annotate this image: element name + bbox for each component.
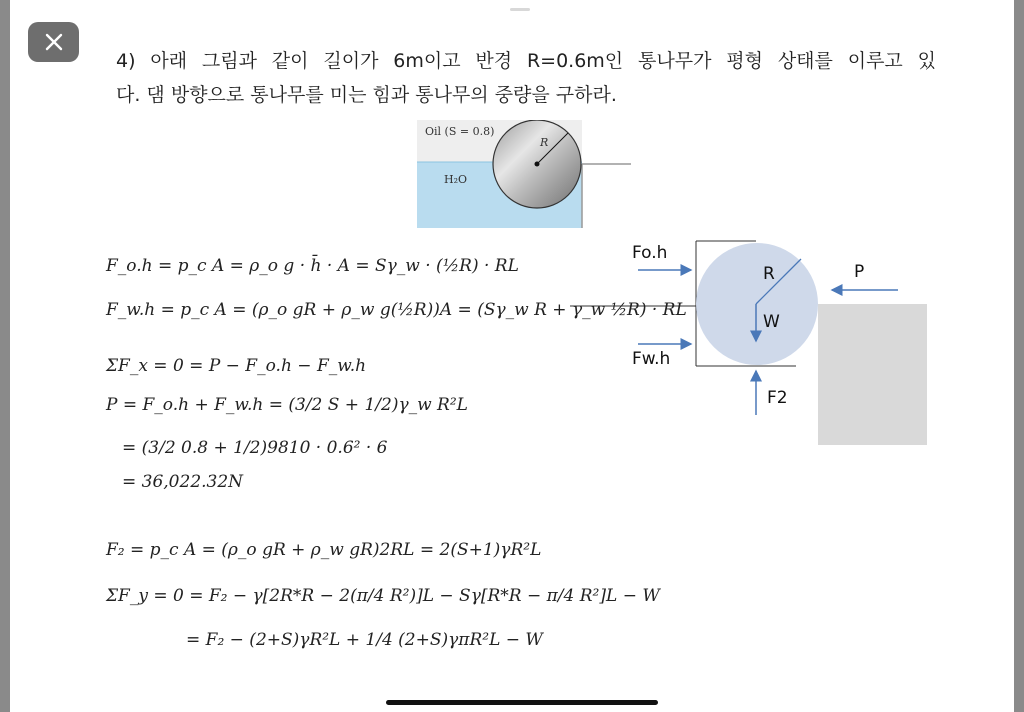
close-icon — [44, 32, 64, 52]
eq-sum-fy-expanded: = F₂ − (2+S)γR²L + 1/4 (2+S)γπR²L − W — [186, 630, 543, 650]
close-button[interactable] — [28, 22, 79, 62]
eq-p-formula: P = F_o.h + F_w.h = (3/2 S + 1/2)γ_w R²L — [106, 395, 468, 415]
document-page — [10, 0, 1014, 712]
eq-p-result: = 36,022.32N — [122, 472, 244, 492]
eq-p-numeric: = (3/2 0.8 + 1/2)9810 · 0.6² · 6 — [122, 438, 388, 458]
eq-sum-fx: ΣF_x = 0 = P − F_o.h − F_w.h — [106, 356, 367, 376]
home-indicator[interactable] — [386, 700, 658, 705]
problem-line-2: 다. 댐 방향으로 통나무를 미는 힘과 통나무의 중량을 구하라. — [116, 84, 617, 106]
eq-oil-horizontal-force: F_o.h = p_c A = ρ_o g · h̄ · A = Sγ_w · (½R) · RL — [106, 256, 519, 276]
sheet-grabber[interactable] — [510, 8, 530, 11]
radius-label: R — [540, 136, 549, 149]
eq-water-horizontal-force: F_w.h = p_c A = (ρ_o gR + ρ_w g(½R))A = (Sγ_w R + γ_w ½R) · RL — [106, 300, 687, 320]
free-body-diagram — [570, 232, 930, 447]
radius-label: R — [763, 264, 775, 284]
dam-block — [818, 304, 927, 445]
water-label: H₂O — [444, 173, 468, 186]
eq-f2: F₂ = p_c A = (ρ_o gR + ρ_w gR)2RL = 2(S+1)γR²L — [106, 540, 542, 560]
bottom-force-label: F2 — [767, 388, 788, 408]
water-force-label: Fw.h — [632, 349, 671, 369]
oil-force-label: Fo.h — [632, 243, 668, 263]
log-figure — [417, 120, 633, 228]
eq-sum-fy: ΣF_y = 0 = F₂ − γ[2R*R − 2(π/4 R²)]L − Sγ[R*R − π/4 R²]L − W — [106, 586, 660, 606]
log-section — [696, 243, 818, 365]
oil-label: Oil (S = 0.8) — [425, 125, 495, 138]
push-label: P — [854, 262, 865, 282]
problem-line-1: 4) 아래 그림과 같이 길이가 6m이고 반경 R=0.6m인 통나무가 평형 상태를 이루고 있 — [116, 50, 936, 72]
problem-statement — [116, 44, 936, 112]
dam-wall — [582, 164, 633, 228]
weight-label: W — [763, 312, 780, 332]
